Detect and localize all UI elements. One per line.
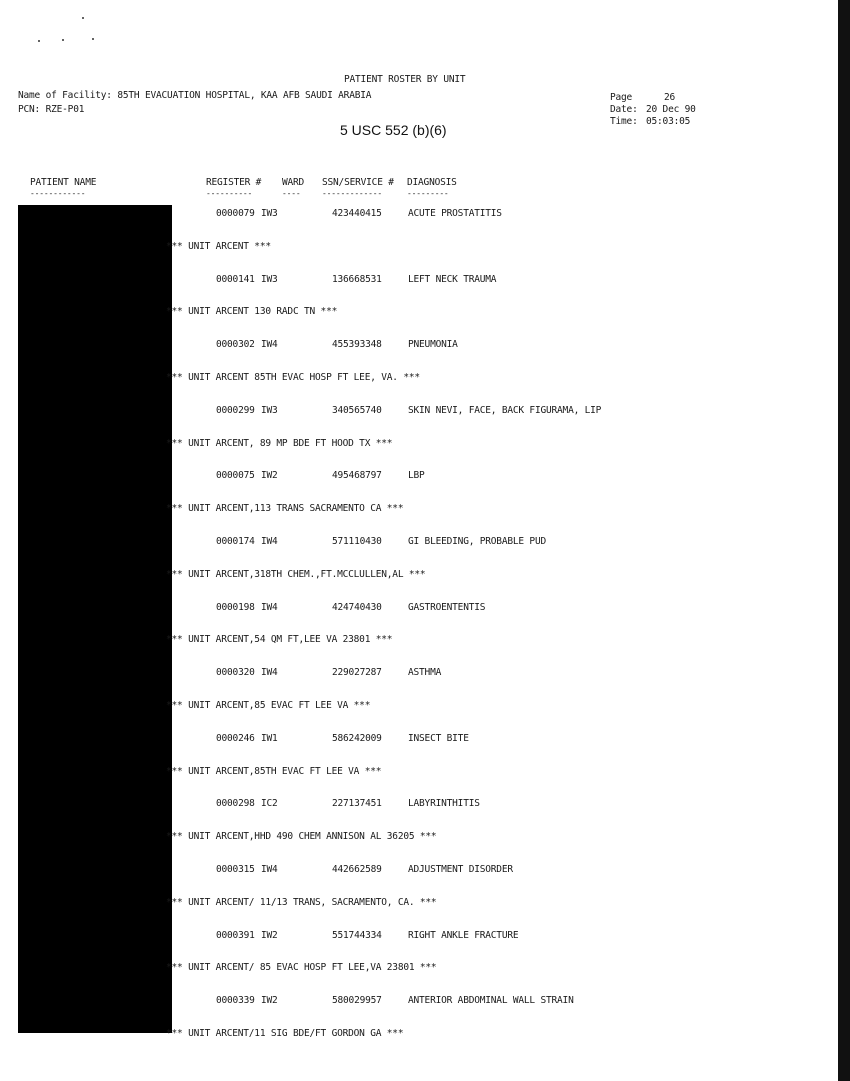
facility-name: 85TH EVACUATION HOSPITAL, KAA AFB SAUDI ARABIA bbox=[117, 90, 372, 101]
diagnosis: LABYRINTHITIS bbox=[408, 798, 480, 809]
ssn-service-number: 455393348 bbox=[332, 339, 382, 350]
report-title: PATIENT ROSTER BY UNIT bbox=[344, 74, 466, 85]
ssn-service-number: 136668531 bbox=[332, 274, 382, 285]
register-number: 0000298 bbox=[216, 798, 255, 809]
ward: IW4 bbox=[261, 602, 278, 613]
diagnosis: GI BLEEDING, PROBABLE PUD bbox=[408, 536, 546, 547]
col-underline-ssn: ------------- bbox=[322, 189, 383, 198]
pcn-value: RZE-P01 bbox=[45, 104, 85, 115]
col-header-diagnosis: DIAGNOSIS bbox=[407, 177, 457, 188]
col-underline-patient-name: ------------ bbox=[30, 189, 86, 198]
page-label: Page bbox=[610, 92, 633, 103]
page-line bbox=[610, 92, 696, 104]
col-header-register: REGISTER # bbox=[206, 177, 262, 188]
ward: IW4 bbox=[261, 536, 278, 547]
diagnosis: PNEUMONIA bbox=[408, 339, 458, 350]
ssn-service-number: 580029957 bbox=[332, 995, 382, 1006]
unit-header: *** UNIT ARCENT, 89 MP BDE FT HOOD TX *** bbox=[166, 438, 393, 449]
register-number: 0000339 bbox=[216, 995, 255, 1006]
ward: IW2 bbox=[261, 995, 278, 1006]
ssn-service-number: 423440415 bbox=[332, 208, 382, 219]
diagnosis: ANTERIOR ABDOMINAL WALL STRAIN bbox=[408, 995, 574, 1006]
col-header-ward: WARD bbox=[282, 177, 305, 188]
register-number: 0000302 bbox=[216, 339, 255, 350]
register-number: 0000079 bbox=[216, 208, 255, 219]
ssn-service-number: 495468797 bbox=[332, 470, 382, 481]
unit-header: *** UNIT ARCENT,85TH EVAC FT LEE VA *** bbox=[166, 766, 382, 777]
ward: IC2 bbox=[261, 798, 278, 809]
col-underline-diagnosis: --------- bbox=[407, 189, 449, 198]
diagnosis: ASTHMA bbox=[408, 667, 442, 678]
unit-header: *** UNIT ARCENT,318TH CHEM.,FT.MCCLULLEN,AL *** bbox=[166, 569, 426, 580]
facility-line bbox=[18, 90, 371, 101]
time-label: Time: bbox=[610, 116, 638, 127]
register-number: 0000198 bbox=[216, 602, 255, 613]
unit-header: *** UNIT ARCENT/11 SIG BDE/FT GORDON GA *** bbox=[166, 1028, 404, 1039]
ward: IW2 bbox=[261, 930, 278, 941]
register-number: 0000075 bbox=[216, 470, 255, 481]
scan-speck bbox=[92, 38, 94, 40]
ward: IW4 bbox=[261, 667, 278, 678]
register-number: 0000246 bbox=[216, 733, 255, 744]
ssn-service-number: 571110430 bbox=[332, 536, 382, 547]
register-number: 0000391 bbox=[216, 930, 255, 941]
facility-label: Name of Facility: bbox=[18, 90, 112, 101]
col-underline-ward: ---- bbox=[282, 189, 301, 198]
ward: IW3 bbox=[261, 405, 278, 416]
ssn-service-number: 227137451 bbox=[332, 798, 382, 809]
diagnosis: RIGHT ANKLE FRACTURE bbox=[408, 930, 519, 941]
diagnosis: SKIN NEVI, FACE, BACK FIGURAMA, LIP bbox=[408, 405, 602, 416]
ward: IW3 bbox=[261, 274, 278, 285]
unit-header: *** UNIT ARCENT 85TH EVAC HOSP FT LEE, VA. *** bbox=[166, 372, 420, 383]
ward: IW4 bbox=[261, 339, 278, 350]
diagnosis: INSECT BITE bbox=[408, 733, 469, 744]
scan-speck bbox=[38, 40, 40, 42]
ward: IW4 bbox=[261, 864, 278, 875]
scan-edge-bar bbox=[838, 0, 850, 1081]
pcn-label: PCN: bbox=[18, 104, 41, 115]
unit-header: *** UNIT ARCENT,113 TRANS SACRAMENTO CA *** bbox=[166, 503, 404, 514]
ssn-service-number: 551744334 bbox=[332, 930, 382, 941]
ssn-service-number: 442662589 bbox=[332, 864, 382, 875]
diagnosis: ACUTE PROSTATITIS bbox=[408, 208, 502, 219]
ssn-service-number: 424740430 bbox=[332, 602, 382, 613]
register-number: 0000299 bbox=[216, 405, 255, 416]
date-value: 20 Dec 90 bbox=[646, 104, 696, 115]
col-header-ssn: SSN/SERVICE # bbox=[322, 177, 394, 188]
scan-speck bbox=[62, 39, 64, 41]
ssn-service-number: 229027287 bbox=[332, 667, 382, 678]
unit-header: *** UNIT ARCENT,HHD 490 CHEM ANNISON AL 36205 *** bbox=[166, 831, 437, 842]
unit-header: *** UNIT ARCENT/ 11/13 TRANS, SACRAMENTO, CA. *** bbox=[166, 897, 437, 908]
ward: IW3 bbox=[261, 208, 278, 219]
unit-header: *** UNIT ARCENT,54 QM FT,LEE VA 23801 *** bbox=[166, 634, 393, 645]
diagnosis: ADJUSTMENT DISORDER bbox=[408, 864, 513, 875]
scan-speck bbox=[82, 17, 84, 19]
diagnosis: LBP bbox=[408, 470, 425, 481]
unit-header: *** UNIT ARCENT,85 EVAC FT LEE VA *** bbox=[166, 700, 371, 711]
page-number: 26 bbox=[664, 92, 676, 103]
ward: IW1 bbox=[261, 733, 278, 744]
col-underline-register: ---------- bbox=[206, 189, 253, 198]
unit-header: *** UNIT ARCENT 130 RADC TN *** bbox=[166, 306, 338, 317]
diagnosis: GASTROENTENTIS bbox=[408, 602, 486, 613]
pcn-line bbox=[18, 104, 84, 115]
col-header-patient-name: PATIENT NAME bbox=[30, 177, 97, 188]
register-number: 0000141 bbox=[216, 274, 255, 285]
foia-exemption-stamp: 5 USC 552 (b)(6) bbox=[340, 122, 447, 138]
ward: IW2 bbox=[261, 470, 278, 481]
date-line bbox=[610, 104, 696, 116]
page-info bbox=[610, 92, 696, 128]
redaction-block bbox=[18, 205, 172, 1033]
unit-header: *** UNIT ARCENT *** bbox=[166, 241, 271, 252]
register-number: 0000174 bbox=[216, 536, 255, 547]
time-value: 05:03:05 bbox=[646, 116, 691, 127]
register-number: 0000315 bbox=[216, 864, 255, 875]
diagnosis: LEFT NECK TRAUMA bbox=[408, 274, 497, 285]
ssn-service-number: 340565740 bbox=[332, 405, 382, 416]
date-label: Date: bbox=[610, 104, 638, 115]
register-number: 0000320 bbox=[216, 667, 255, 678]
unit-header: *** UNIT ARCENT/ 85 EVAC HOSP FT LEE,VA 23801 *** bbox=[166, 962, 437, 973]
ssn-service-number: 586242009 bbox=[332, 733, 382, 744]
time-line bbox=[610, 116, 696, 128]
